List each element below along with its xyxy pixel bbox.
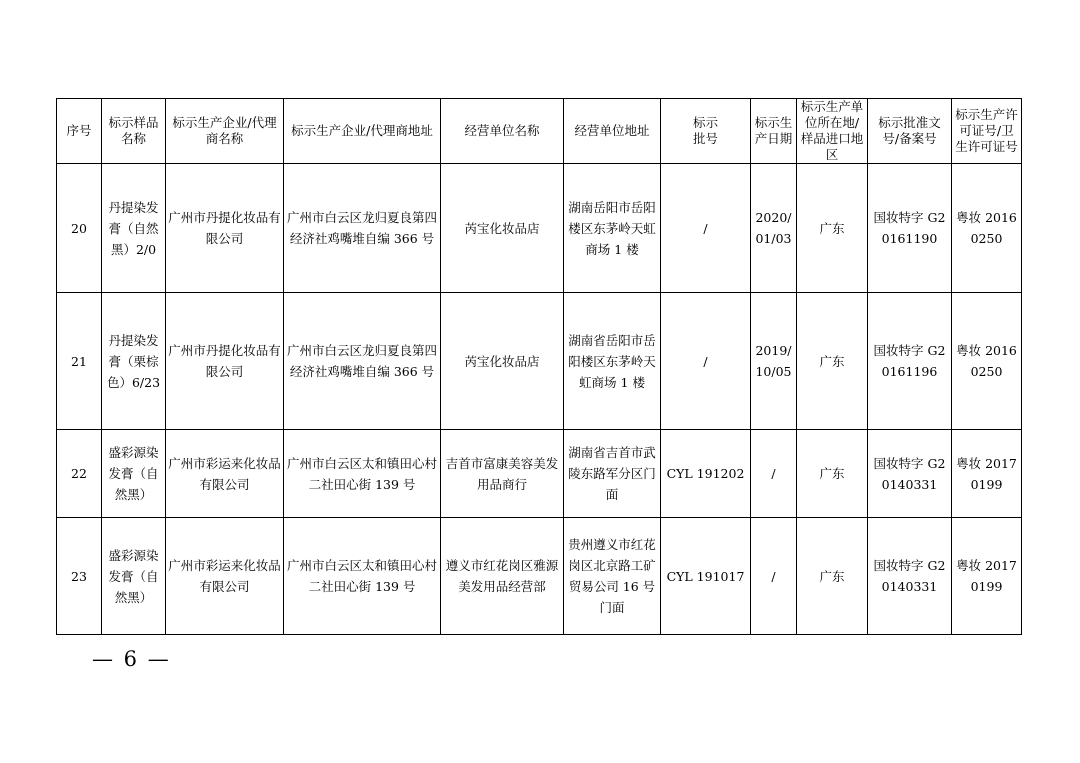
cell-mfr: 广州市彩运来化妆品有限公司 bbox=[166, 430, 284, 518]
cell-sample: 丹提染发膏（自然黑）2/0 bbox=[102, 164, 166, 293]
cell-license: 粤妆 20160250 bbox=[952, 164, 1022, 293]
page-number: — 6 — bbox=[92, 647, 171, 671]
cell-seller: 遵义市红花岗区雅源美发用品经营部 bbox=[441, 518, 564, 635]
header-mfr: 标示生产企业/代理商名称 bbox=[166, 99, 284, 164]
header-license: 标示生产许可证号/卫生许可证号 bbox=[952, 99, 1022, 164]
cell-mfr-addr: 广州市白云区龙归夏良第四经济社鸡嘴堆自编 366 号 bbox=[284, 164, 441, 293]
header-seq: 序号 bbox=[57, 99, 102, 164]
cell-mfr: 广州市彩运来化妆品有限公司 bbox=[166, 518, 284, 635]
cell-mfr-addr: 广州市白云区太和镇田心村二社田心街 139 号 bbox=[284, 430, 441, 518]
cell-date: 2019/10/05 bbox=[751, 293, 797, 430]
header-batch: 标示批号 bbox=[661, 99, 751, 164]
cell-seller: 吉首市富康美容美发用品商行 bbox=[441, 430, 564, 518]
cell-seq: 20 bbox=[57, 164, 102, 293]
cell-batch: CYL 191202 bbox=[661, 430, 751, 518]
cell-origin: 广东 bbox=[797, 430, 868, 518]
cell-approval: 国妆特字 G20161190 bbox=[868, 164, 952, 293]
cell-date: 2020/01/03 bbox=[751, 164, 797, 293]
cell-seq: 22 bbox=[57, 430, 102, 518]
cell-batch: / bbox=[661, 293, 751, 430]
cell-mfr: 广州市丹提化妆品有限公司 bbox=[166, 293, 284, 430]
header-approval: 标示批准文号/备案号 bbox=[868, 99, 952, 164]
cell-license: 粤妆 20160250 bbox=[952, 293, 1022, 430]
cell-seller-addr: 湖南省吉首市武陵东路军分区门面 bbox=[564, 430, 661, 518]
cell-sample: 盛彩源染发膏（自然黑） bbox=[102, 518, 166, 635]
cell-seq: 21 bbox=[57, 293, 102, 430]
header-row bbox=[57, 99, 1022, 164]
cell-seq: 23 bbox=[57, 518, 102, 635]
cell-date: / bbox=[751, 430, 797, 518]
header-mfr-addr: 标示生产企业/代理商地址 bbox=[284, 99, 441, 164]
cell-mfr-addr: 广州市白云区太和镇田心村二社田心街 139 号 bbox=[284, 518, 441, 635]
cell-seller: 芮宝化妆品店 bbox=[441, 164, 564, 293]
cell-sample: 盛彩源染发膏（自然黑） bbox=[102, 430, 166, 518]
header-sample: 标示样品名称 bbox=[102, 99, 166, 164]
cell-origin: 广东 bbox=[797, 293, 868, 430]
cell-license: 粤妆 20170199 bbox=[952, 518, 1022, 635]
sample-table bbox=[56, 98, 1022, 635]
cell-date: / bbox=[751, 518, 797, 635]
cell-origin: 广东 bbox=[797, 164, 868, 293]
table-row bbox=[57, 430, 1022, 518]
table-row bbox=[57, 518, 1022, 635]
cell-batch: CYL 191017 bbox=[661, 518, 751, 635]
cell-mfr-addr: 广州市白云区龙归夏良第四经济社鸡嘴堆自编 366 号 bbox=[284, 293, 441, 430]
cell-license: 粤妆 20170199 bbox=[952, 430, 1022, 518]
cell-seller-addr: 湖南省岳阳市岳阳楼区东茅岭天虹商场 1 楼 bbox=[564, 293, 661, 430]
cell-batch: / bbox=[661, 164, 751, 293]
table-row bbox=[57, 293, 1022, 430]
cell-approval: 国妆特字 G20140331 bbox=[868, 518, 952, 635]
cell-sample: 丹提染发膏（栗棕色）6/23 bbox=[102, 293, 166, 430]
cell-approval: 国妆特字 G20140331 bbox=[868, 430, 952, 518]
cell-origin: 广东 bbox=[797, 518, 868, 635]
cell-seller-addr: 湖南岳阳市岳阳楼区东茅岭天虹商场 1 楼 bbox=[564, 164, 661, 293]
table-row bbox=[57, 164, 1022, 293]
header-seller-addr: 经营单位地址 bbox=[564, 99, 661, 164]
cell-mfr: 广州市丹提化妆品有限公司 bbox=[166, 164, 284, 293]
cell-seller-addr: 贵州遵义市红花岗区北京路工矿贸易公司 16 号门面 bbox=[564, 518, 661, 635]
cell-approval: 国妆特字 G20161196 bbox=[868, 293, 952, 430]
cell-seller: 芮宝化妆品店 bbox=[441, 293, 564, 430]
header-date: 标示生产日期 bbox=[751, 99, 797, 164]
header-origin: 标示生产单位所在地/样品进口地区 bbox=[797, 99, 868, 164]
header-seller: 经营单位名称 bbox=[441, 99, 564, 164]
